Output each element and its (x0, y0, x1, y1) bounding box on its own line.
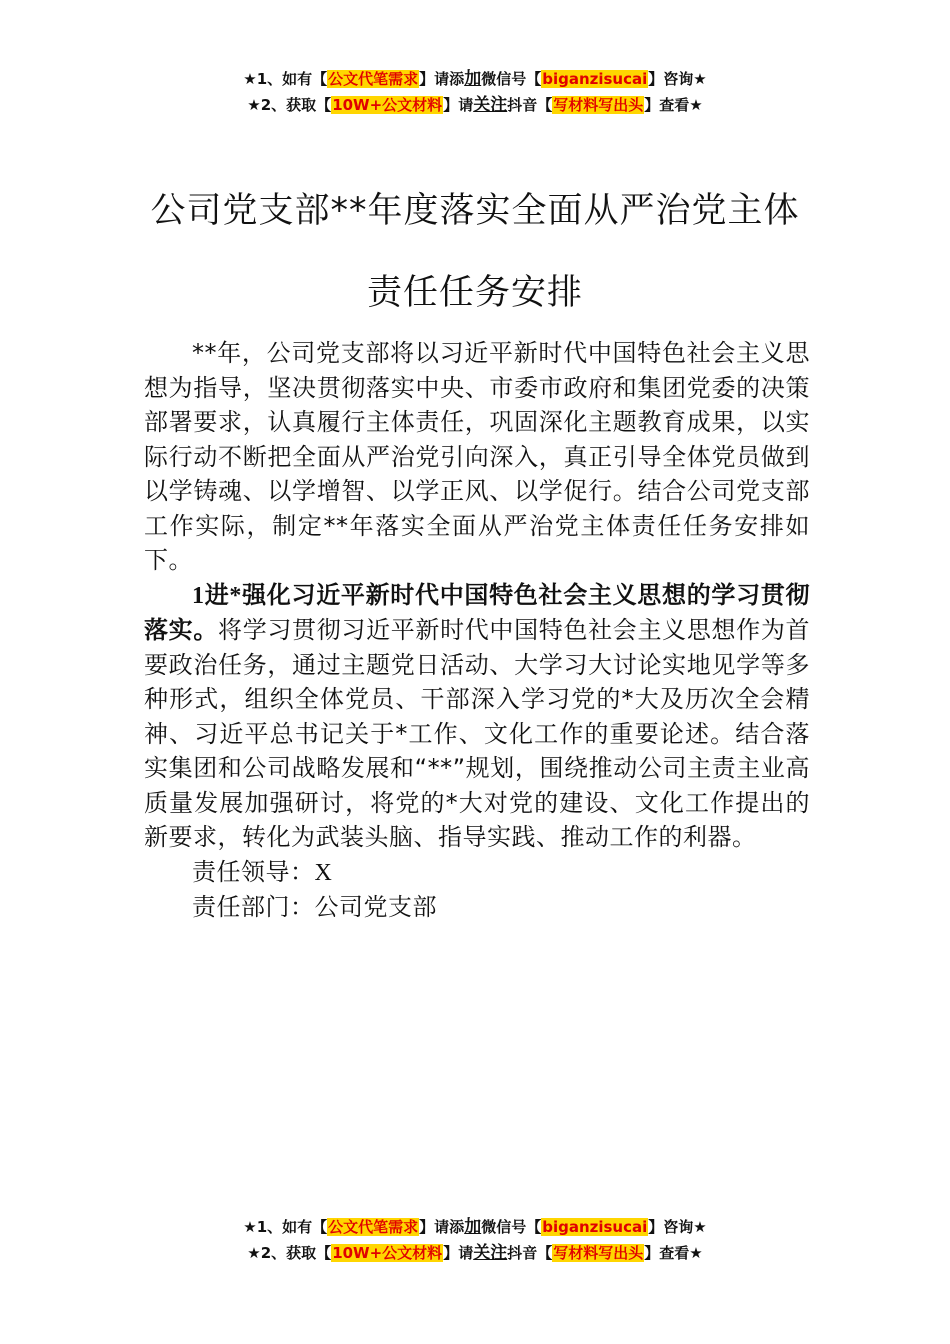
item-1-number: 1进* (192, 582, 242, 609)
dept-label: 责任部门： (192, 893, 315, 921)
item-1-body: 将学习贯彻习近平新时代中国特色社会主义思想作为首要政治任务，通过主题党日活动、大学习大讨论实地见学等多种形式，组织全体党员、干部深入学习党的*大及历次全会精神、习近平总书记关于*工作、文化工作的重要论述。结合落实集团和公司战略发展和“**”规划，围绕推动公司主责主业高质量发展加强研讨，将党的*大对党的建设、文化工作提出的新要求，转化为武装头脑、指导实践、推动工作的利器。 (144, 616, 811, 851)
banner-text: 】咨询★ (648, 1218, 707, 1236)
banner-highlight: 10W+公文材料 (332, 96, 443, 114)
banner-text: 抖音【 (507, 96, 553, 114)
document-title (100, 170, 850, 334)
banner-line-1 (0, 66, 950, 92)
banner-text: 】请 (443, 1244, 474, 1262)
banner-line-1 (0, 1214, 950, 1240)
banner-emphasis: 加 (464, 1217, 482, 1237)
item-1-paragraph (144, 578, 810, 855)
banner-highlight: 写材料写出头 (553, 96, 644, 114)
title-line-2: 责任任务安排 (366, 273, 583, 313)
responsible-leader (144, 855, 810, 891)
title-line-1: 公司党支部**年度落实全面从严治党主体 (150, 191, 800, 231)
banner-text: ★1、如有【 (243, 1218, 328, 1236)
banner-text: ★1、如有【 (243, 70, 328, 88)
banner-text: 】请添 (419, 1218, 465, 1236)
banner-emphasis: 关注 (473, 1243, 508, 1263)
banner-text: ★2、获取【 (247, 1244, 332, 1262)
intro-paragraph: **年，公司党支部将以习近平新时代中国特色社会主义思想为指导，坚决贯彻落实中央、市委市政府和集团党委的决策部署要求，认真履行主体责任，巩固深化主题教育成果，以实际行动不断把全面从严治党引向深入，真正引导全体党员做到以学铸魂、以学增智、以学正风、以学促行。结合公司党支部工作实际，制定**年落实全面从严治党主体责任任务安排如下。 (144, 339, 810, 574)
banner-text: 微信号【 (481, 1218, 542, 1236)
banner-highlight: 公文代笔需求 (328, 70, 419, 88)
banner-text: 】咨询★ (648, 70, 707, 88)
banner-text: ★2、获取【 (247, 96, 332, 114)
banner-text: 】查看★ (644, 1244, 703, 1262)
banner-text: 】请 (443, 96, 474, 114)
banner-highlight: biganzisucai (542, 70, 648, 88)
footer-banner (0, 1214, 950, 1266)
banner-emphasis: 加 (464, 69, 482, 89)
banner-highlight: biganzisucai (542, 1218, 648, 1236)
document-body (144, 336, 810, 925)
leader-value: X (314, 859, 333, 886)
banner-text: 】请添 (419, 70, 465, 88)
banner-line-2 (0, 1240, 950, 1266)
leader-label: 责任领导： (192, 857, 315, 886)
banner-line-2 (0, 92, 950, 118)
item-1-heading: 强化习近平新时代中国特色社会主义思想的学习贯彻落实。 (144, 580, 811, 644)
banner-highlight: 10W+公文材料 (332, 1244, 443, 1262)
banner-highlight: 写材料写出头 (553, 1244, 644, 1262)
responsible-department (144, 890, 810, 925)
banner-text: 】查看★ (644, 96, 703, 114)
banner-text: 抖音【 (507, 1244, 553, 1262)
banner-emphasis: 关注 (473, 95, 508, 115)
dept-value: 公司党支部 (314, 893, 437, 921)
banner-text: 微信号【 (481, 70, 542, 88)
header-banner (0, 66, 950, 118)
banner-highlight: 公文代笔需求 (328, 1218, 419, 1236)
